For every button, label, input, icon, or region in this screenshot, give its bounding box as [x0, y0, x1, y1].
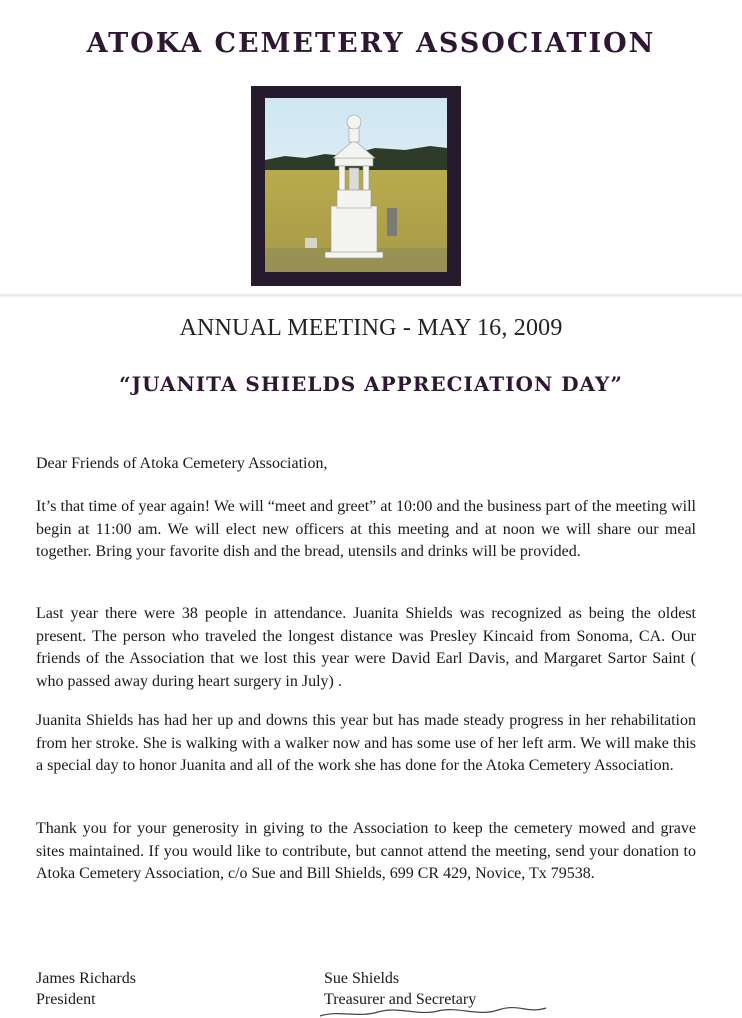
- signer-name: Sue Shields: [324, 970, 400, 987]
- signature-block-president: [36, 968, 136, 1010]
- paragraph-donations: Thank you for your generosity in giving to the Association to keep the cemetery mowed and grave sites maintained. If you would like to contribute, but cannot attend the meeting, send your donation to Atoka Cemetery Association, c/o Sue and Bill Shields, 699 CR 429, Novice, Tx 79538.: [36, 820, 696, 882]
- paragraph-last-year: Last year there were 38 people in attendance. Juanita Shields was recognized as being the oldest present. The person who traveled the longest distance was Presley Kincaid from Sonoma, CA. Our friends of the Association that we lost this year were David Earl Davis, and Margaret Sartor Saint ( who passed away during heart surgery in July) .: [36, 605, 696, 690]
- organization-title: ATOKA CEMETERY ASSOCIATION: [86, 28, 656, 59]
- header-divider: [0, 293, 742, 298]
- signature-block-treasurer: [324, 968, 476, 1010]
- signer-title: President: [36, 991, 96, 1008]
- meeting-date-heading: ANNUAL MEETING - MAY 16, 2009: [179, 315, 563, 341]
- paragraph-meeting-details: It’s that time of year again! We will “meet and greet” at 10:00 and the business part of the meeting will begin at 11:00 am. We will elect new officers at this meeting and at noon we will share our meal together. Bring your favorite dish and the bread, utensils and drinks will be provided.: [36, 498, 696, 560]
- appreciation-day-title: “JUANITA SHIELDS APPRECIATION DAY”: [119, 372, 623, 396]
- paragraph-juanita-update: Juanita Shields has had her up and downs this year but has made steady progress in her rehabilitation from her stroke. She is walking with a walker now and has some use of her left arm. We will make this a special day to honor Juanita and all of the work she has done for the Atoka Cemetery Association.: [36, 712, 696, 774]
- signer-title: Treasurer and Secretary: [324, 991, 477, 1008]
- salutation: Dear Friends of Atoka Cemetery Association,: [36, 455, 328, 472]
- signer-name: James Richards: [36, 970, 136, 987]
- cemetery-photo-frame: [251, 86, 461, 286]
- cemetery-monument-photo: [265, 98, 447, 272]
- handwritten-signature: [318, 1006, 548, 1018]
